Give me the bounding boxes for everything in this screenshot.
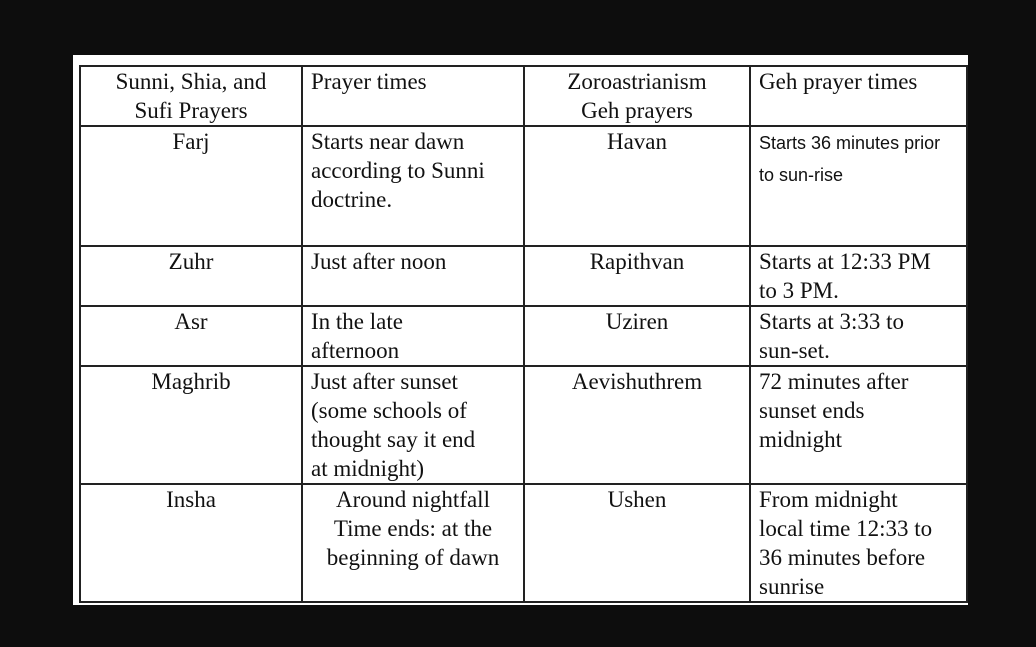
document-page — [73, 55, 968, 605]
prayer-time-cell: In the late afternoon — [302, 306, 524, 366]
geh-prayer-cell: Uziren — [524, 306, 750, 366]
table-row — [80, 246, 967, 306]
table-row — [80, 484, 967, 602]
geh-prayer-cell: Rapithvan — [524, 246, 750, 306]
geh-time-cell: From midnight local time 12:33 to 36 minutes before sunrise — [750, 484, 967, 602]
header-cell-geh-prayer-times: Geh prayer times — [750, 66, 967, 126]
table-header-row — [80, 66, 967, 126]
sunni-prayer-cell: Farj — [80, 126, 302, 246]
table-row — [80, 126, 967, 246]
sunni-prayer-cell: Maghrib — [80, 366, 302, 484]
sunni-prayer-cell: Zuhr — [80, 246, 302, 306]
prayer-times-table — [79, 65, 968, 603]
table-row — [80, 306, 967, 366]
geh-prayer-cell: Havan — [524, 126, 750, 246]
prayer-time-cell: Just after noon — [302, 246, 524, 306]
geh-time-cell: Starts at 3:33 to sun-set. — [750, 306, 967, 366]
geh-time-cell: 72 minutes after sunset ends midnight — [750, 366, 967, 484]
table-row — [80, 366, 967, 484]
geh-time-cell: Starts 36 minutes prior to sun-rise — [750, 126, 967, 246]
geh-prayer-cell: Ushen — [524, 484, 750, 602]
header-cell-geh-prayers: Zoroastrianism Geh prayers — [524, 66, 750, 126]
geh-prayer-cell: Aevishuthrem — [524, 366, 750, 484]
sunni-prayer-cell: Asr — [80, 306, 302, 366]
prayer-time-cell: Around nightfall Time ends: at the beginning of dawn — [302, 484, 524, 602]
header-cell-sunni-prayers: Sunni, Shia, and Sufi Prayers — [80, 66, 302, 126]
prayer-time-cell: Just after sunset (some schools of thought say it end at midnight) — [302, 366, 524, 484]
geh-time-cell: Starts at 12:33 PM to 3 PM. — [750, 246, 967, 306]
header-cell-prayer-times: Prayer times — [302, 66, 524, 126]
sunni-prayer-cell: Insha — [80, 484, 302, 602]
prayer-time-cell: Starts near dawn according to Sunni doctrine. — [302, 126, 524, 246]
